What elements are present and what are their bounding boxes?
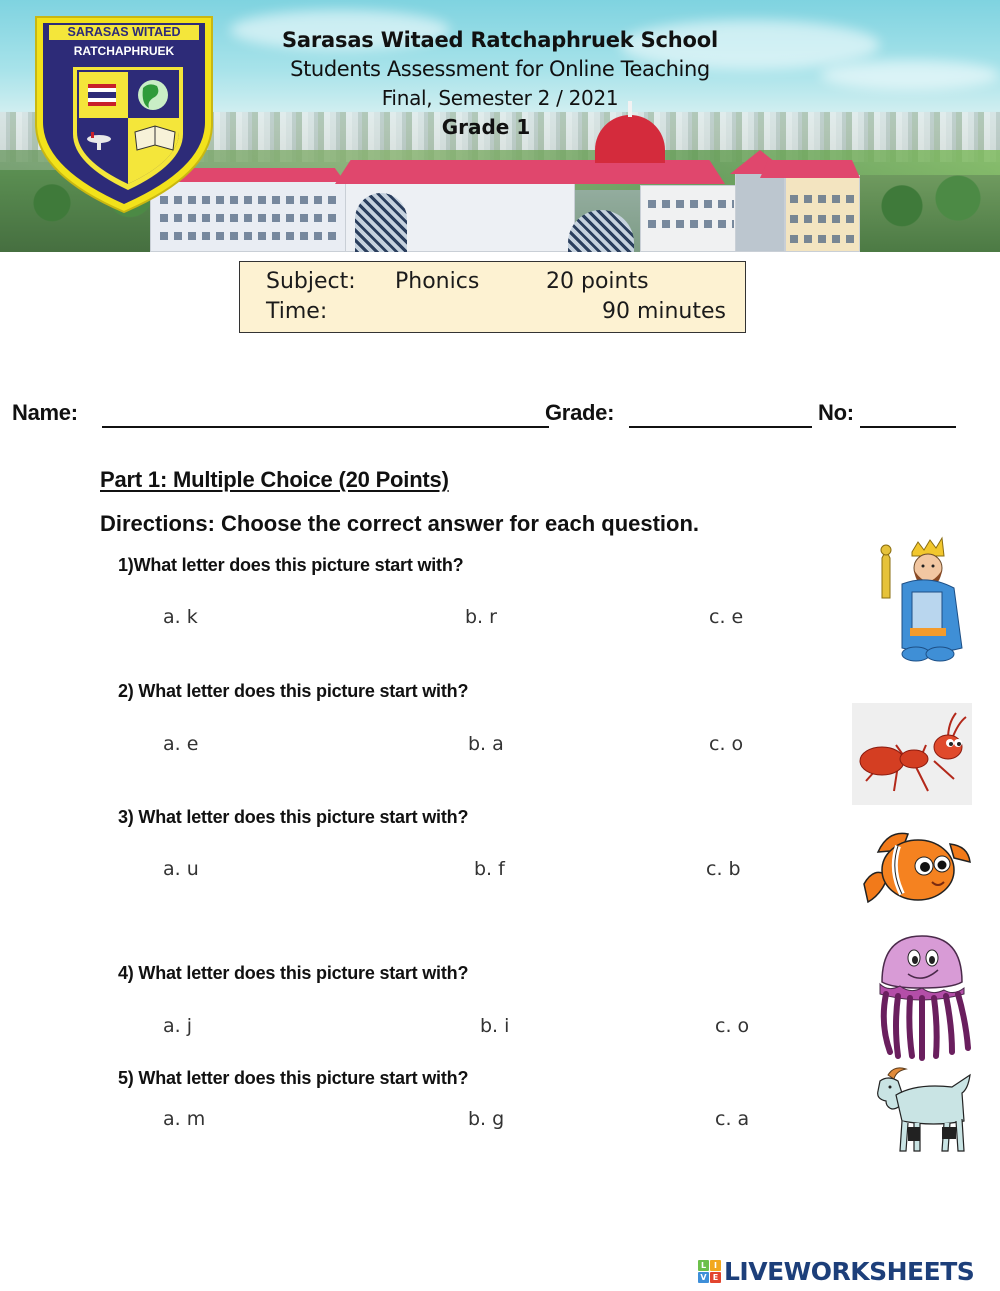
school-tower: [735, 172, 785, 252]
crest-line-2: RATCHAPHRUEK: [73, 44, 175, 58]
question-1-option-c[interactable]: c. e: [709, 606, 744, 628]
name-field[interactable]: [102, 426, 549, 428]
question-2-option-a[interactable]: a. e: [163, 733, 199, 755]
roof: [760, 160, 860, 178]
subject-row: [266, 267, 726, 297]
windows: [648, 220, 734, 228]
student-info-line: [12, 400, 972, 430]
badge-letter: I: [710, 1260, 721, 1271]
question-5-option-c[interactable]: c. a: [715, 1108, 750, 1130]
liveworksheets-wordmark: LIVEWORKSHEETS: [724, 1256, 975, 1286]
badge-letter: V: [698, 1272, 709, 1283]
fish-icon: [858, 822, 974, 914]
subject-info-box: [239, 261, 746, 333]
assessment-title: Students Assessment for Online Teaching: [290, 57, 710, 81]
cloud-decoration: [820, 60, 1000, 90]
subject-value: Phonics: [395, 269, 480, 294]
windows: [790, 235, 856, 243]
question-2-option-c[interactable]: c. o: [709, 733, 744, 755]
question-5-prompt: 5) What letter does this picture start with?: [118, 1068, 469, 1088]
trees-right: [860, 175, 1000, 252]
grade-label: Grade:: [545, 400, 615, 425]
subject-label: Subject:: [266, 269, 356, 294]
windows: [790, 195, 856, 203]
question-3-option-b[interactable]: b. f: [474, 858, 505, 880]
number-label: No:: [818, 400, 854, 425]
header-text-block: [240, 26, 760, 142]
name-label: Name:: [12, 400, 78, 425]
badge-letter: L: [698, 1260, 709, 1271]
question-4-option-c[interactable]: c. o: [715, 1015, 750, 1037]
school-name: Sarasas Witaed Ratchaphruek School: [282, 28, 718, 52]
crest-line-1: SARASAS WITAED: [67, 25, 181, 39]
question-1-prompt: 1)What letter does this picture start with?: [118, 555, 464, 575]
liveworksheets-logo[interactable]: [698, 1256, 974, 1286]
badge-letter: E: [710, 1272, 721, 1283]
question-1-option-a[interactable]: a. k: [163, 606, 198, 628]
directions: Directions: Choose the correct answer for each question.: [100, 511, 700, 536]
question-5-option-a[interactable]: a. m: [163, 1108, 206, 1130]
question-4-option-a[interactable]: a. j: [163, 1015, 193, 1037]
question-3-option-a[interactable]: a. u: [163, 858, 199, 880]
windows: [160, 214, 340, 222]
goat-icon: [868, 1065, 976, 1159]
school-crest-logo: [33, 14, 215, 214]
time-value: 90 minutes: [601, 299, 726, 324]
question-3-option-c[interactable]: c. b: [706, 858, 741, 880]
time-row: [266, 297, 726, 327]
live-badge-icon: [698, 1260, 721, 1283]
ant-icon: [852, 703, 972, 805]
total-points: 20 points: [546, 269, 649, 294]
part-title: Part 1: Multiple Choice (20 Points): [100, 467, 449, 492]
question-2-prompt: 2) What letter does this picture start with?: [118, 681, 469, 701]
arched-window: [355, 193, 407, 252]
windows: [160, 232, 340, 240]
question-1-option-b[interactable]: b. r: [465, 606, 497, 628]
king-icon: [868, 536, 968, 664]
question-3-prompt: 3) What letter does this picture start with?: [118, 807, 469, 827]
question-2-option-b[interactable]: b. a: [468, 733, 504, 755]
windows: [648, 200, 734, 208]
arched-window: [568, 210, 634, 252]
grade-field[interactable]: [629, 426, 812, 428]
school-building-wing: [640, 185, 740, 252]
question-4-prompt: 4) What letter does this picture start with?: [118, 963, 469, 983]
windows: [790, 215, 856, 223]
jellyfish-icon: [872, 932, 972, 1062]
question-5-option-b[interactable]: b. g: [468, 1108, 505, 1130]
roof: [335, 160, 725, 184]
header-banner: [0, 0, 1000, 252]
number-field[interactable]: [860, 426, 956, 428]
time-label: Time:: [266, 299, 328, 324]
term-label: Final, Semester 2 / 2021: [381, 86, 619, 110]
grade-level: Grade 1: [441, 115, 531, 139]
question-4-option-b[interactable]: b. i: [480, 1015, 510, 1037]
